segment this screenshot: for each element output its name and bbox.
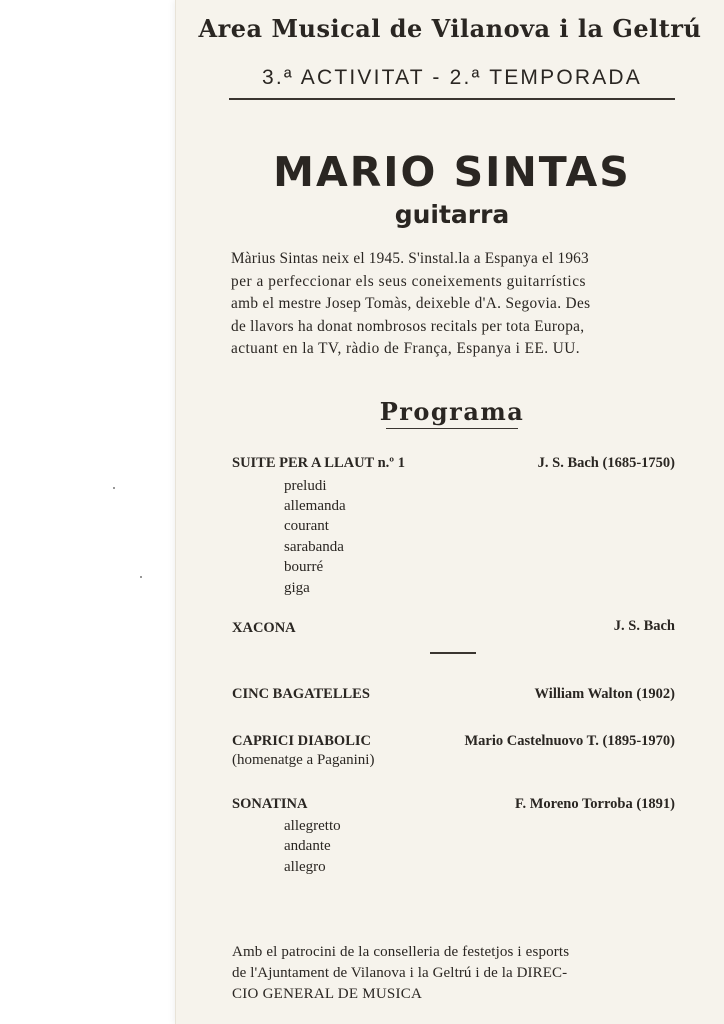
movement: andante <box>284 838 331 854</box>
bio-line: amb el mestre Josep Tomàs, deixeble d'A. Segovia. Des <box>231 295 591 313</box>
movement: sarabanda <box>284 539 344 555</box>
performer-name: MARIO SINTAS <box>273 148 631 196</box>
sponsorship-note <box>232 942 676 1005</box>
footer-line: de l'Ajuntament de Vilanova i la Geltrú i de la DIREC- <box>232 965 568 981</box>
organization-title: Area Musical de Vilanova i la Geltrú <box>198 14 702 43</box>
bio-line: de llavors ha donat nombrosos recitals per tota Europa, <box>231 317 585 335</box>
work-title: SUITE PER A LLAUT n.º 1 <box>232 455 405 471</box>
section-divider <box>430 652 476 654</box>
movement: allegro <box>284 859 326 875</box>
biography <box>231 248 675 361</box>
program-heading-rule <box>386 428 518 429</box>
scan-speck <box>140 576 142 578</box>
season-line: 3.ª ACTIVITAT - 2.ª TEMPORADA <box>261 66 643 89</box>
work-title: XACONA <box>232 620 296 636</box>
program-heading: Programa <box>379 397 525 426</box>
movement: preludi <box>284 478 327 494</box>
work-composer: F. Moreno Torroba (1891) <box>514 796 675 812</box>
header-rule <box>229 98 675 100</box>
performer-instrument: guitarra <box>394 200 510 229</box>
work-title: SONATINA <box>232 796 308 812</box>
movement: courant <box>284 518 329 534</box>
work-composer: Mario Castelnuovo T. (1895-1970) <box>464 733 675 749</box>
work-composer: William Walton (1902) <box>534 686 675 702</box>
movement: bourré <box>284 559 324 575</box>
scan-speck <box>113 487 115 489</box>
work-composer: J. S. Bach (1685-1750) <box>537 455 675 471</box>
bio-line: Màrius Sintas neix el 1945. S'instal.la a Espanya el 1963 <box>231 250 589 267</box>
footer-line: Amb el patrocini de la conselleria de festetjos i esports <box>232 944 570 960</box>
work-composer: J. S. Bach <box>613 618 675 634</box>
work-subtitle: (homenatge a Paganini) <box>232 752 375 768</box>
work-title: CAPRICI DIABOLIC <box>232 733 371 749</box>
footer-line: CIO GENERAL DE MUSICA <box>232 986 423 1002</box>
bio-line: per a perfeccionar els seus coneixements guitarrístics <box>231 272 587 290</box>
work-title: CINC BAGATELLES <box>232 686 370 702</box>
bio-line: actuant en la TV, ràdio de França, Espanya i EE. UU. <box>231 340 581 358</box>
movement: giga <box>284 580 310 596</box>
movement: allegretto <box>284 818 341 834</box>
movement: allemanda <box>284 498 346 514</box>
